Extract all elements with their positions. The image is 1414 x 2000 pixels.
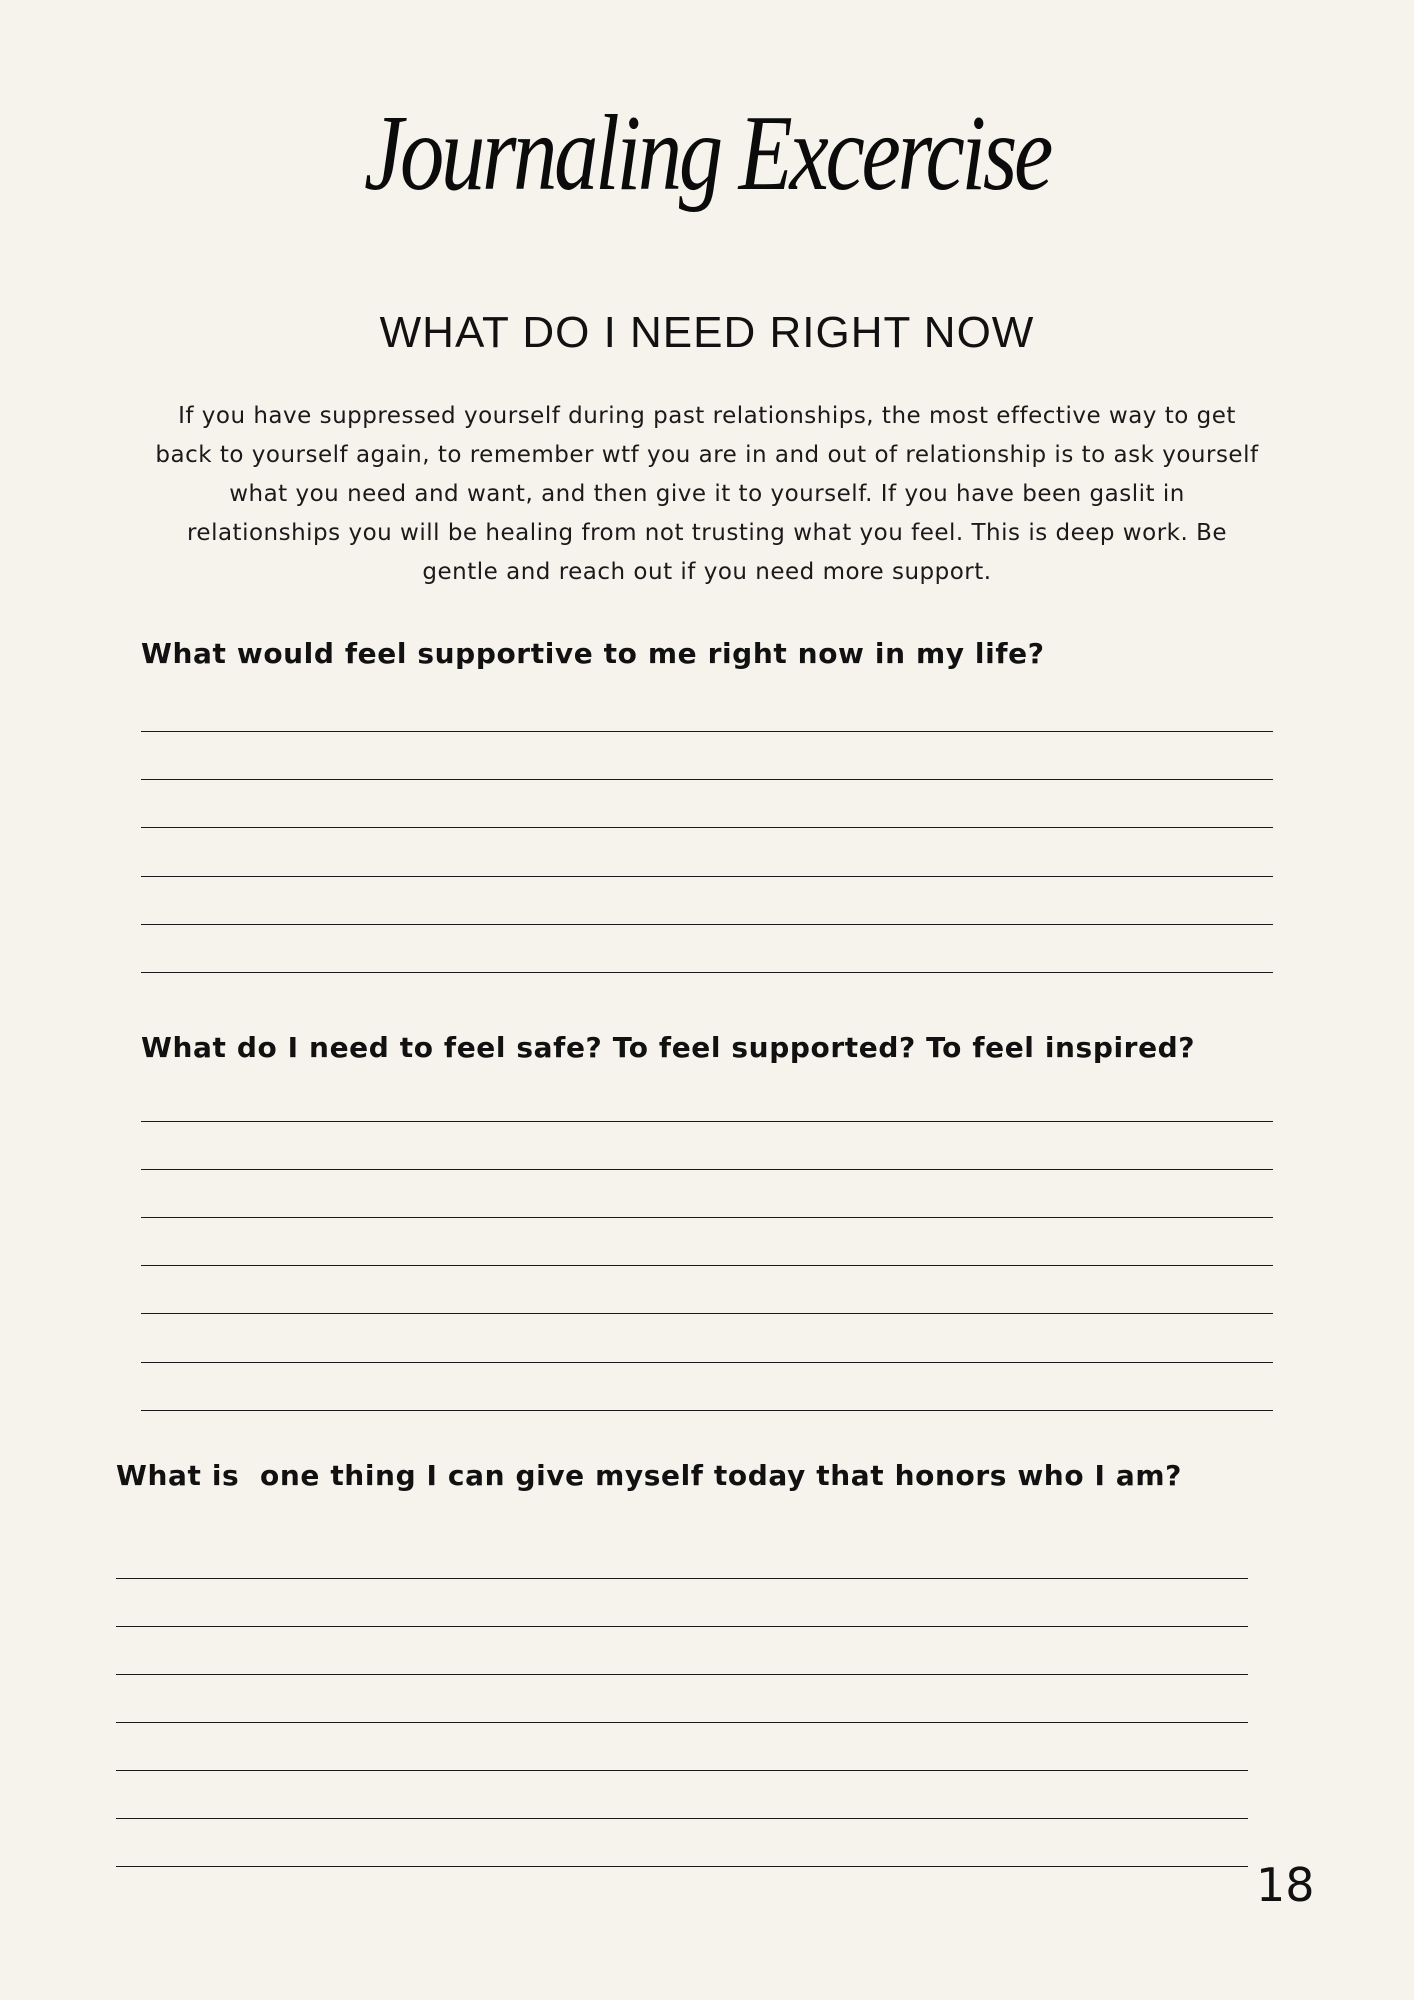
writing-line[interactable] (116, 1866, 1248, 1867)
question-2: What do I need to feel safe? To feel supported? To feel inspired? (141, 1031, 1196, 1064)
writing-line[interactable] (116, 1722, 1248, 1723)
writing-line[interactable] (141, 924, 1273, 925)
writing-line[interactable] (141, 827, 1273, 828)
question-1: What would feel supportive to me right now in my life? (141, 637, 1045, 670)
page-title: Journaling Excercise (363, 94, 1051, 213)
writing-line[interactable] (141, 1362, 1273, 1363)
page-number: 18 (1256, 1858, 1315, 1912)
writing-line[interactable] (141, 1265, 1273, 1266)
writing-line[interactable] (141, 1217, 1273, 1218)
writing-line[interactable] (116, 1818, 1248, 1819)
writing-line[interactable] (116, 1626, 1248, 1627)
intro-paragraph: If you have suppressed yourself during past relationships, the most effective way to get back to yourself again, to remember wtf you are in and out of relationship is to ask yourself what you need and want, and then give it to yourself. If you have been gaslit in relationships you will be healing from not trusting what you feel. This is deep work. Be gentle and reach out if you need more support. (155, 403, 1259, 585)
section-heading: WHAT DO I NEED RIGHT NOW (379, 308, 1035, 357)
writing-line[interactable] (141, 1313, 1273, 1314)
writing-line[interactable] (141, 1121, 1273, 1122)
writing-line[interactable] (141, 779, 1273, 780)
writing-line[interactable] (116, 1674, 1248, 1675)
writing-line[interactable] (116, 1770, 1248, 1771)
writing-line[interactable] (116, 1578, 1248, 1579)
question-3: What is one thing I can give myself today that honors who I am? (116, 1459, 1183, 1492)
writing-line[interactable] (141, 1410, 1273, 1411)
writing-line[interactable] (141, 972, 1273, 973)
writing-line[interactable] (141, 876, 1273, 877)
writing-line[interactable] (141, 1169, 1273, 1170)
writing-line[interactable] (141, 731, 1273, 732)
